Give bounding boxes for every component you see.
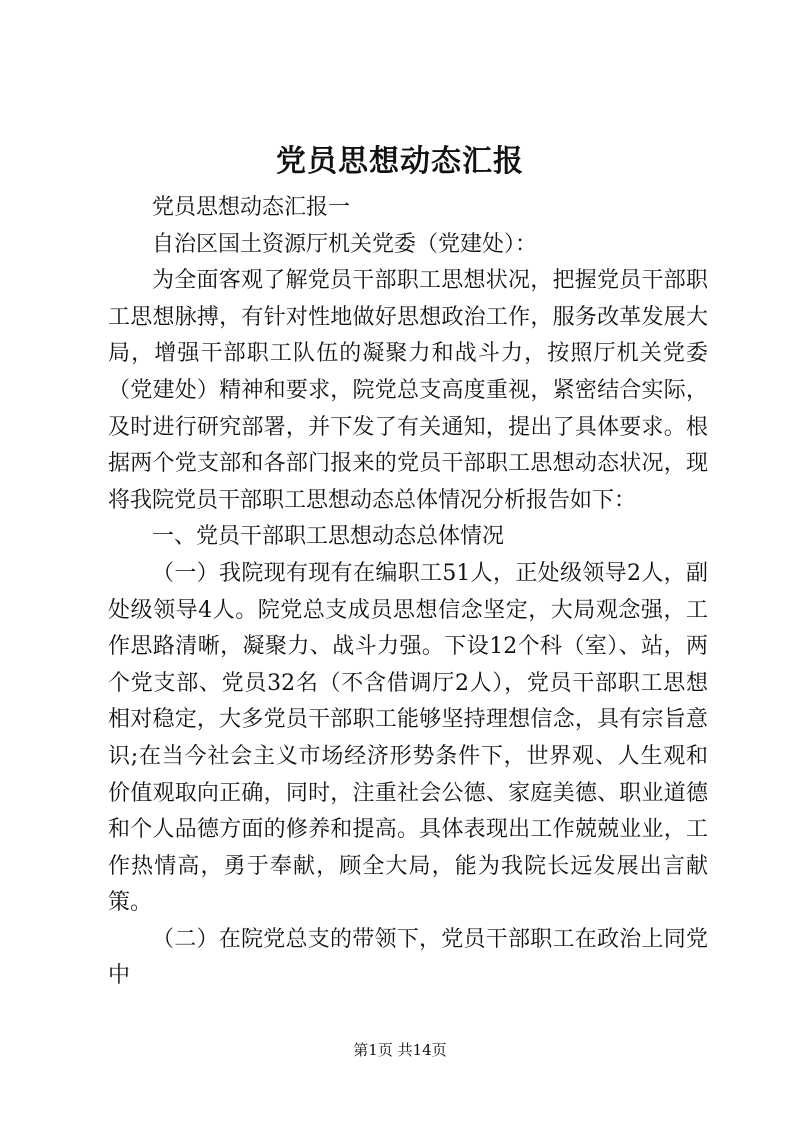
subtitle-paragraph: 党员思想动态汇报一 <box>152 195 351 220</box>
section-heading: 一、党员干部职工思想动态总体情况 <box>152 524 505 550</box>
document-body <box>108 190 708 995</box>
page-footer: 第1页 共14页 <box>353 1041 447 1059</box>
section-two-paragraph: （二）在院党总支的带领下，党员干部职工在政治上同党中 <box>108 926 708 989</box>
intro-paragraph: 为全面客观了解党员干部职工思想状况，把握党员干部职工思想脉搏，有针对性地做好思想政治工作，服务改革发展大局，增强干部职工队伍的凝聚力和战斗力，按照厅机关党委（党建处）精神和要求，院党总支高度重视，紧密结合实际，及时进行研究部署，并下发了有关通知，提出了具体要求。根据两个党支部和各部门报来的党员干部职工思想动态状况，现将我院党员干部职工思想动态总体情况分析报告如下： <box>108 268 708 513</box>
addressee-paragraph: 自治区国土资源厅机关党委（党建处）： <box>152 231 538 257</box>
section-one-paragraph: （一）我院现有现有在编职工51人，正处级领导2人，副处级领导4人。院党总支成员思想信念坚定，大局观念强，工作思路清晰，凝聚力、战斗力强。下设12个科（室）、站，两个党支部、党员32名（不含借调厅2人），党员干部职工思想相对稳定，大多党员干部职工能够坚持理想信念，具有宗旨意识;在当今社会主义市场经济形势条件下，世界观、人生观和价值观取向正确，同时，注重社会公德、家庭美德、职业道德和个人品德方面的修养和提高。具体表现出工作兢兢业业，工作热情高，勇于奉献，顾全大局，能为我院长远发展出言献策。 <box>108 560 708 916</box>
page-title: 党员思想动态汇报 <box>276 144 524 179</box>
